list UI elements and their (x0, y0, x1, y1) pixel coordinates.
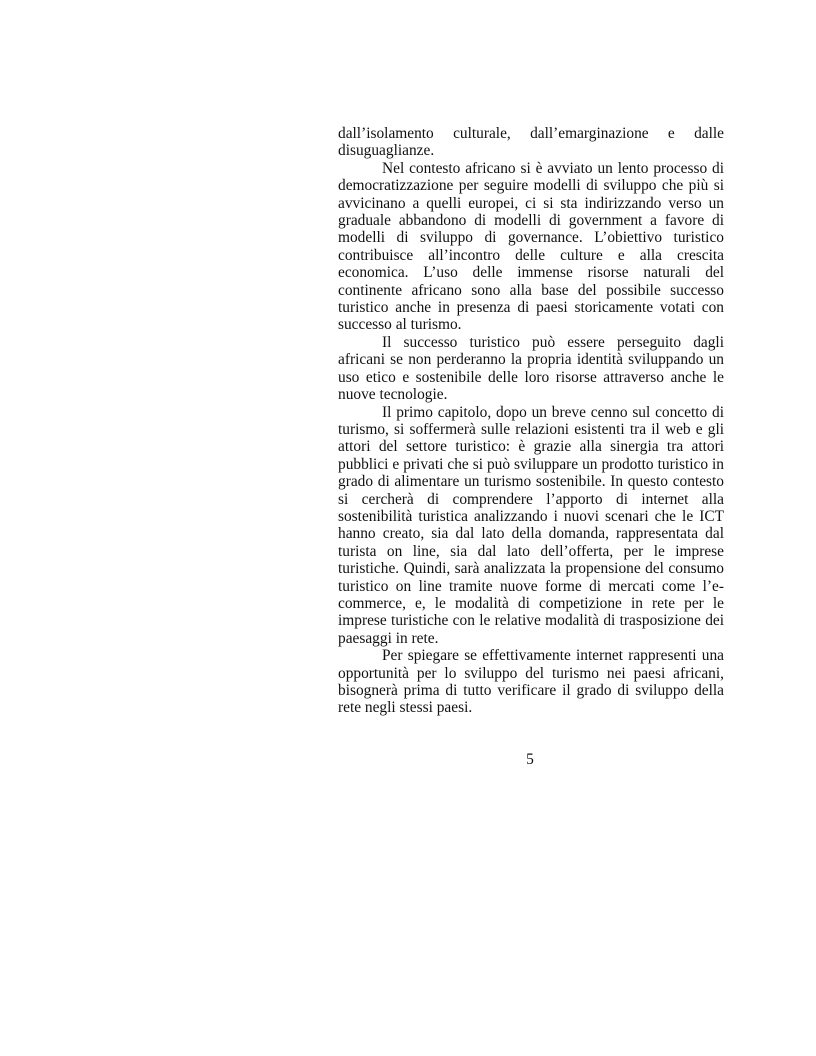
paragraph-first-chapter: Il primo capitolo, dopo un breve cenno sul concetto di turismo, si soffermerà sulle relazioni esistenti tra il web e gli attori del settore turistico: è grazie alla sinergia tra attori pubblici e privati che si può sviluppare un prodotto turistico in grado di alimentare un turismo sostenibile. In questo contesto si cercherà di comprendere l’apporto di internet alla sostenibilità turistica analizzando i nuovi scenari che le ICT hanno creato, sia dal lato della domanda, rappresentata dal turista on line, sia dal lato dell’offerta, per le imprese turistiche. Quindi, sarà analizzata la propensione del consumo turistico on line tramite nuove forme di mercati come l’e-commerce, e, le modalità di competizione in rete per le imprese turistiche con le relative modalità di trasposizione dei paesaggi in rete. (338, 403, 724, 647)
body-text (338, 125, 724, 717)
paragraph-internet-opportunity: Per spiegare se effettivamente internet rappresenti una opportunità per lo sviluppo del turismo nei paesi africani, bisognerà prima di tutto verificare il grado di sviluppo della rete negli stessi paesi. (338, 647, 724, 717)
paragraph-tourism-success: Il successo turistico può essere perseguito dagli africani se non perderanno la propria identità sviluppando un uso etico e sostenibile delle loro risorse attraverso anche le nuove tecnologie. (338, 333, 724, 404)
paragraph-continuation: dall’isolamento culturale, dall’emarginazione e dalle disuguaglianze. (338, 125, 724, 160)
page-number: 5 (526, 751, 534, 768)
paragraph-democratization: Nel contesto africano si è avviato un lento processo di democratizzazione per seguire modelli di sviluppo che più si avvicinano a quelli europei, ci si sta indirizzando verso un graduale abbandono di modelli di government a favore di modelli di sviluppo di governance. L’obiettivo turistico contribuisce all’incontro delle culture e alla crescita economica. L’uso delle immense risorse naturali del continente africano sono alla base del possibile successo turistico anche in presenza di paesi storicamente votati con successo al turismo. (338, 159, 724, 334)
